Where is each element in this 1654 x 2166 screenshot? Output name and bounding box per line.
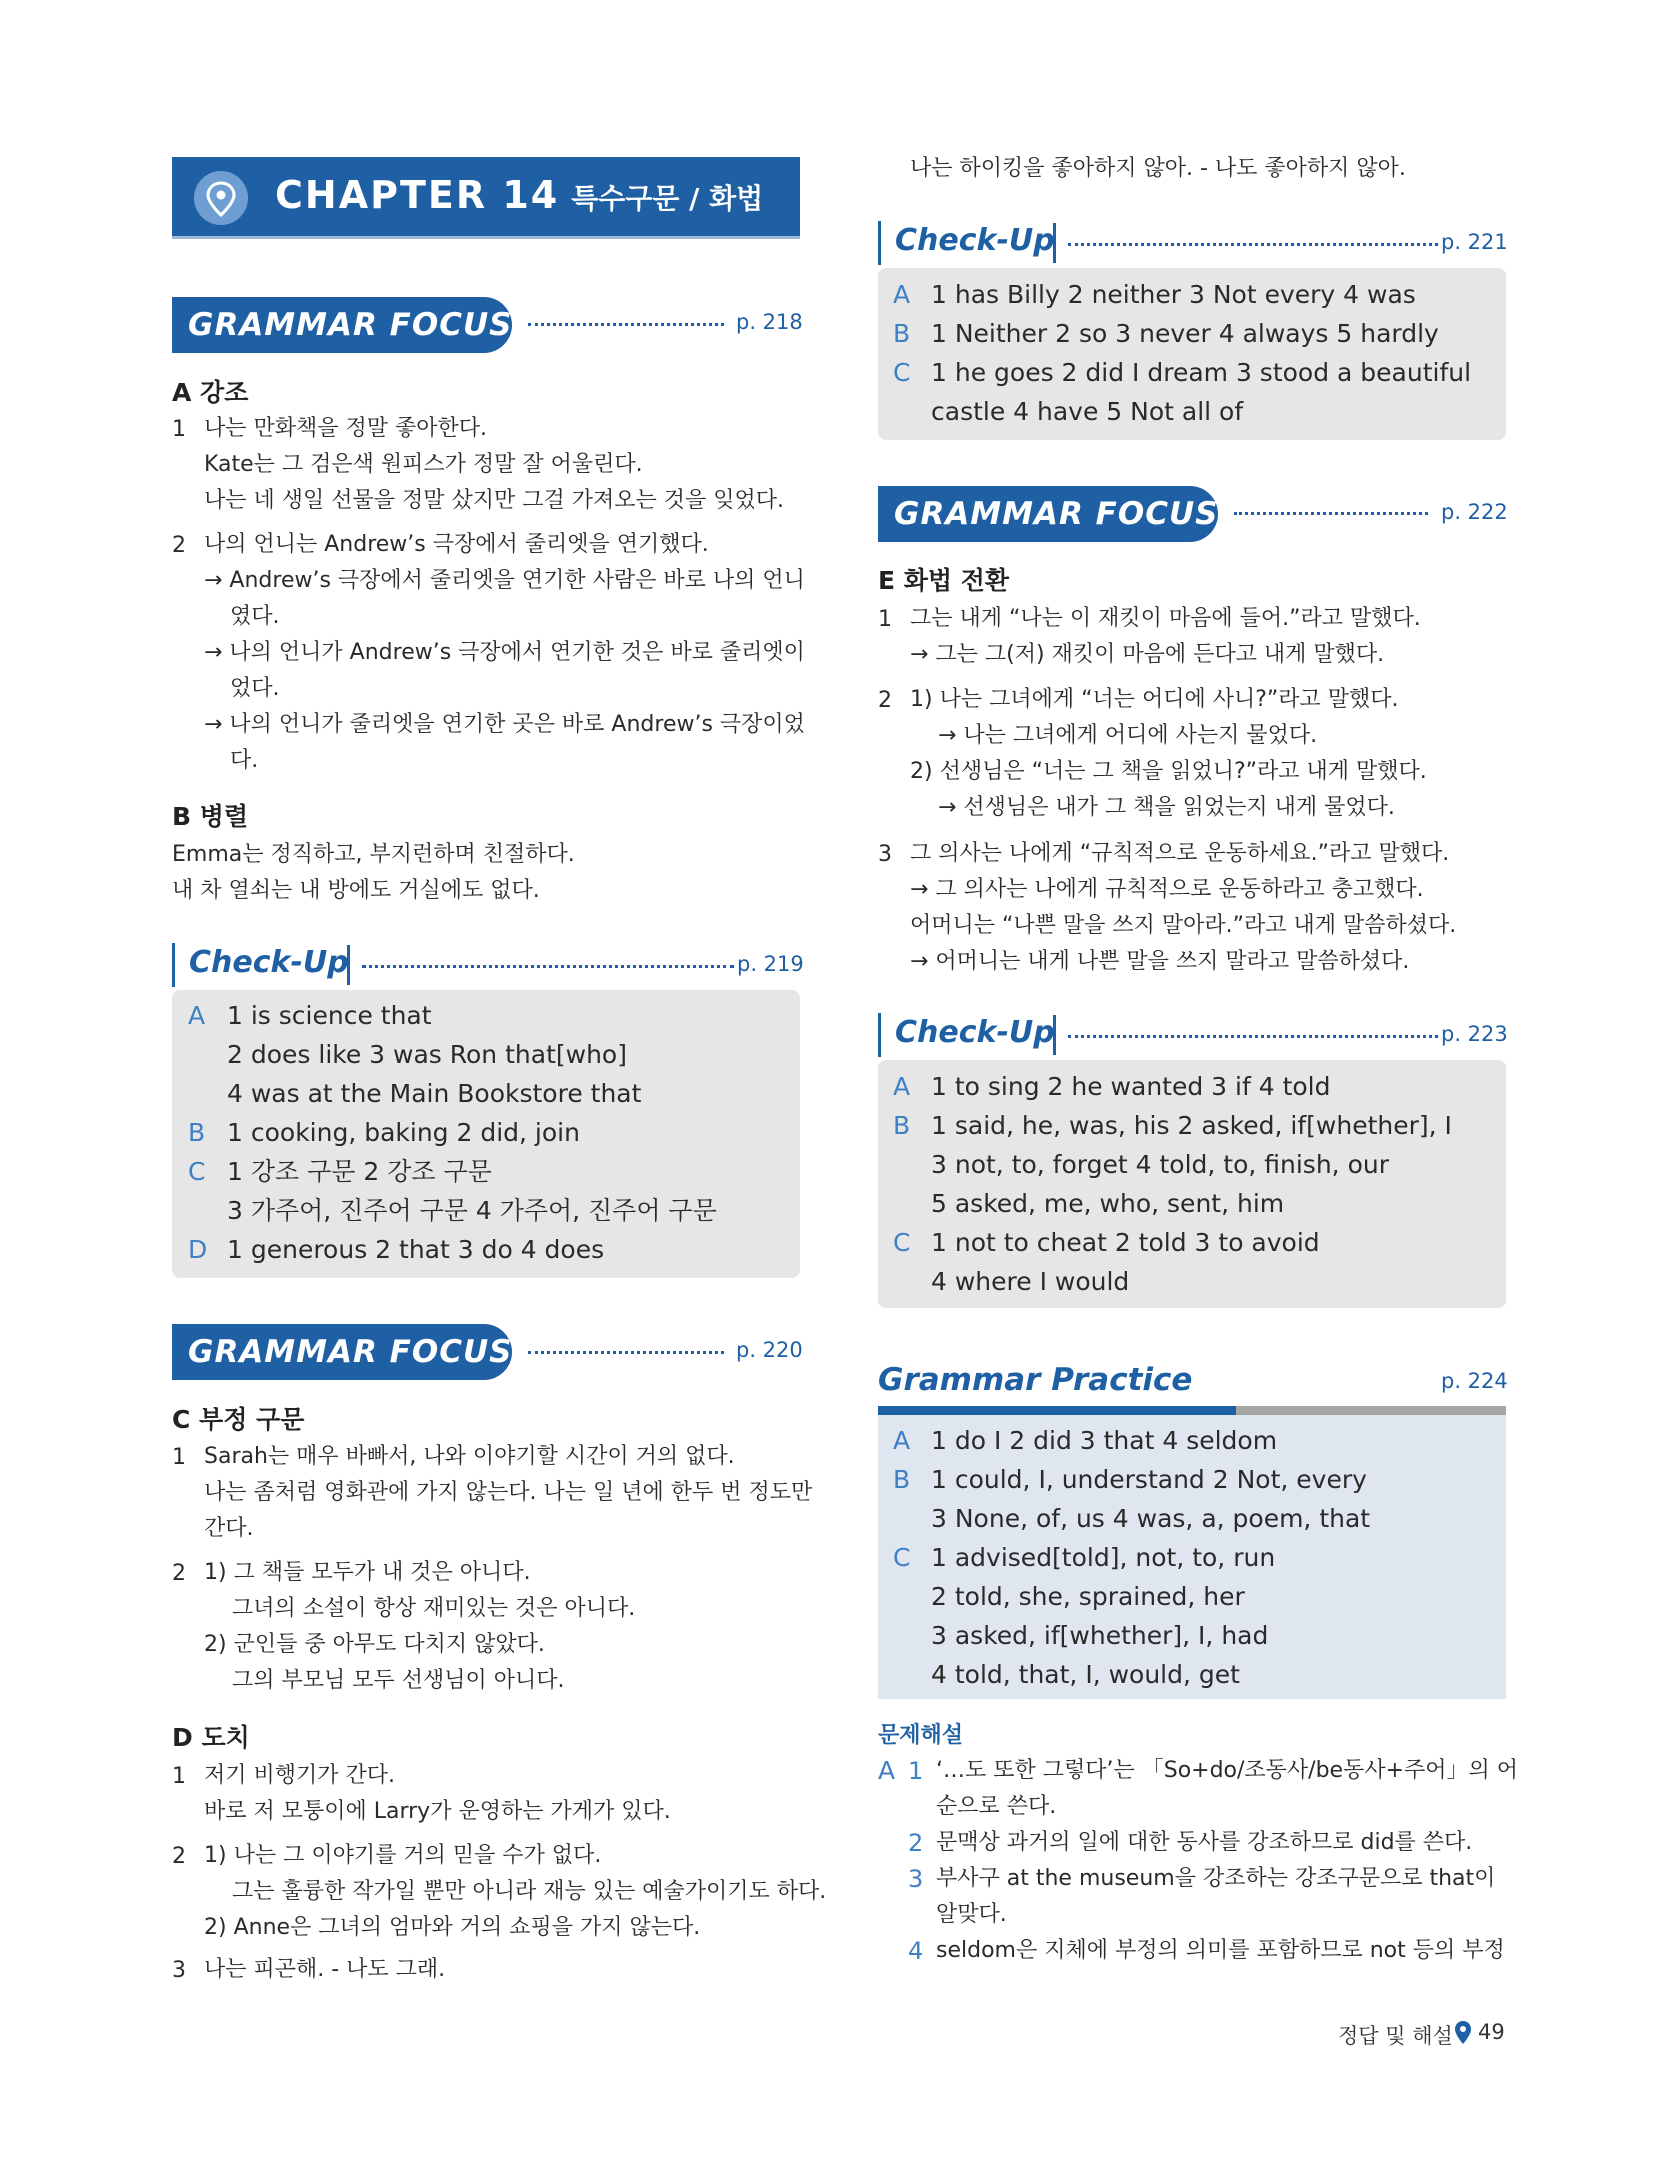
page-ref: p. 218 xyxy=(736,310,803,334)
answer-line: 2 told, she, sprained, her xyxy=(931,1582,1245,1611)
answer-line: 3 asked, if[whether], I, had xyxy=(931,1621,1269,1650)
answer-line: 2 does like 3 was Ron that[who] xyxy=(227,1040,627,1069)
answer-line: castle 4 have 5 Not all of xyxy=(931,397,1244,426)
dotted-leader xyxy=(1068,243,1438,246)
answer-line: 1 is science that xyxy=(227,1001,432,1030)
answer-line: 1 said, he, was, his 2 asked, if[whether], I xyxy=(931,1111,1452,1140)
text-line: 나는 네 생일 선물을 정말 샀지만 그걸 가져오는 것을 잊었다. xyxy=(204,488,784,513)
text-line: → 어머니는 내게 나쁜 말을 쓰지 말라고 말씀하셨다. xyxy=(910,949,1410,974)
text-line: → 나의 언니가 줄리엣을 연기한 곳은 바로 Andrew’s 극장이었 xyxy=(204,712,805,737)
text-line: 내 차 열쇠는 내 방에도 거실에도 없다. xyxy=(172,878,540,903)
text-line: 바로 저 모퉁이에 Larry가 운영하는 가게가 있다. xyxy=(204,1799,671,1824)
answer-letter: A xyxy=(878,1756,896,1785)
text-line: → 그 의사는 나에게 규칙적으로 운동하라고 충고했다. xyxy=(910,877,1424,902)
location-pin-icon xyxy=(1454,2020,1472,2046)
grammar-focus-tab xyxy=(172,1324,512,1380)
answer-letter: B xyxy=(893,1111,911,1140)
check-up-label: Check-Up xyxy=(895,1015,1055,1050)
answer-line: 1 do I 2 did 3 that 4 seldom xyxy=(931,1426,1278,1455)
divider xyxy=(1053,1015,1056,1055)
answer-line: 5 asked, me, who, sent, him xyxy=(931,1189,1285,1218)
item-number: 3 xyxy=(908,1865,924,1893)
answer-line: 3 None, of, us 4 was, a, poem, that xyxy=(931,1504,1371,1533)
answer-line: 4 where I would xyxy=(931,1267,1130,1296)
answer-letter: C xyxy=(893,358,911,387)
dotted-leader xyxy=(528,323,724,326)
text-line: 었다. xyxy=(230,676,280,701)
explanation-heading: 문제해설 xyxy=(878,1723,964,1748)
title-underline xyxy=(878,1406,1236,1415)
answer-line: 1 has Billy 2 neither 3 Not every 4 was xyxy=(931,280,1416,309)
item-number: 2 xyxy=(172,533,186,558)
page-ref: p. 223 xyxy=(1441,1022,1508,1046)
text-line: 2) 선생님은 “너는 그 책을 읽었니?”라고 내게 말했다. xyxy=(910,759,1427,784)
answer-line: 1 cooking, baking 2 did, join xyxy=(227,1118,580,1147)
text-line: → 나는 그녀에게 어디에 사는지 물었다. xyxy=(910,723,1318,748)
answer-line: 1 to sing 2 he wanted 3 if 4 told xyxy=(931,1072,1331,1101)
answer-letter: A xyxy=(893,280,911,309)
text-line: 나는 만화책을 정말 좋아한다. xyxy=(204,416,487,441)
answer-line: 3 가주어, 진주어 구문 4 가주어, 진주어 구문 xyxy=(227,1196,717,1225)
item-number: 2 xyxy=(172,1561,186,1586)
text-line: Emma는 정직하고, 부지런하며 친절하다. xyxy=(172,842,575,867)
text-line: Sarah는 매우 바빠서, 나와 이야기할 시간이 거의 없다. xyxy=(204,1444,735,1469)
text-line: 부사구 at the museum을 강조하는 강조구문으로 that이 xyxy=(936,1866,1496,1891)
answer-line: 1 advised[told], not, to, run xyxy=(931,1543,1276,1572)
text-line: seldom은 지체에 부정의 의미를 포함하므로 not 등의 부정 xyxy=(936,1938,1505,1963)
dotted-leader xyxy=(362,965,734,968)
answer-line: 3 not, to, forget 4 told, to, finish, our xyxy=(931,1150,1389,1179)
answer-letter: B xyxy=(188,1118,206,1147)
section-heading: A 강조 xyxy=(172,378,249,407)
answer-letter: C xyxy=(893,1228,911,1257)
text-line: 그는 내게 “나는 이 재킷이 마음에 들어.”라고 말했다. xyxy=(910,606,1421,631)
page-number: 49 xyxy=(1478,2020,1505,2044)
footer-label: 정답 및 해설 xyxy=(1338,2024,1453,2048)
text-line: 다. xyxy=(230,748,259,773)
answer-line: 4 was at the Main Bookstore that xyxy=(227,1079,642,1108)
answer-letter: C xyxy=(893,1543,911,1572)
answer-line: 1 강조 구문 2 강조 구문 xyxy=(227,1157,492,1186)
answer-line: 4 told, that, I, would, get xyxy=(931,1660,1240,1689)
text-line: 2) Anne은 그녀의 엄마와 거의 쇼핑을 가지 않는다. xyxy=(204,1915,701,1940)
chapter-title: CHAPTER 14 특수구문 / 화법 xyxy=(275,173,764,217)
grammar-focus-label: GRAMMAR FOCUS xyxy=(188,1334,513,1370)
item-number: 1 xyxy=(172,1764,186,1789)
answer-letter: A xyxy=(188,1001,206,1030)
text-line: 그녀의 소설이 항상 재미있는 것은 아니다. xyxy=(204,1596,636,1621)
text-line: 나는 피곤해. - 나도 그래. xyxy=(204,1957,446,1982)
text-line: Kate는 그 검은색 원피스가 정말 잘 어울린다. xyxy=(204,452,643,477)
text-line: → 그는 그(저) 재킷이 마음에 든다고 내게 말했다. xyxy=(910,642,1385,667)
text-line: 알맞다. xyxy=(936,1902,1007,1927)
text-line: 저기 비행기가 간다. xyxy=(204,1763,395,1788)
divider xyxy=(347,945,350,985)
page-ref: p. 219 xyxy=(737,952,804,976)
page-ref: p. 220 xyxy=(736,1338,803,1362)
item-number: 1 xyxy=(878,607,892,632)
text-line: 그는 훌륭한 작가일 뿐만 아니라 재능 있는 예술가이기도 하다. xyxy=(204,1879,827,1904)
item-number: 3 xyxy=(172,1958,186,1983)
text-line: → 선생님은 내가 그 책을 읽었는지 내게 물었다. xyxy=(910,795,1395,820)
item-number: 1 xyxy=(908,1757,924,1785)
dotted-leader xyxy=(528,1351,724,1354)
chapter-subtitle: 특수구문 / 화법 xyxy=(571,182,764,215)
section-heading: D 도치 xyxy=(172,1723,250,1752)
answer-letter: C xyxy=(188,1157,206,1186)
text-line: 문맥상 과거의 일에 대한 동사를 강조하므로 did를 쓴다. xyxy=(936,1830,1473,1855)
text-line: → Andrew’s 극장에서 줄리엣을 연기한 사람은 바로 나의 언니 xyxy=(204,568,805,593)
grammar-practice-title: Grammar Practice xyxy=(878,1362,1193,1398)
text-line: → 나의 언니가 Andrew’s 극장에서 연기한 것은 바로 줄리엣이 xyxy=(204,640,805,665)
answer-letter: A xyxy=(893,1426,911,1455)
location-pin-icon xyxy=(194,171,248,225)
item-number: 2 xyxy=(908,1829,924,1857)
text-line: 간다. xyxy=(204,1516,254,1541)
text-line: 1) 그 책들 모두가 내 것은 아니다. xyxy=(204,1560,531,1585)
text-line: 어머니는 “나쁜 말을 쓰지 말아라.”라고 내게 말씀하셨다. xyxy=(910,913,1457,938)
answer-line: 1 not to cheat 2 told 3 to avoid xyxy=(931,1228,1320,1257)
dotted-leader xyxy=(1234,512,1428,515)
text-line: 나는 좀처럼 영화관에 가지 않는다. 나는 일 년에 한두 번 정도만 xyxy=(204,1480,813,1505)
section-heading: C 부정 구문 xyxy=(172,1405,305,1434)
text-line: 그 의사는 나에게 “규칙적으로 운동하세요.”라고 말했다. xyxy=(910,841,1450,866)
page-ref: p. 222 xyxy=(1441,500,1508,524)
text-line: 1) 나는 그녀에게 “너는 어디에 사니?”라고 말했다. xyxy=(910,687,1399,712)
dotted-leader xyxy=(1068,1035,1438,1038)
text-line: 1) 나는 그 이야기를 거의 믿을 수가 없다. xyxy=(204,1843,602,1868)
text-line: 나는 하이킹을 좋아하지 않아. - 나도 좋아하지 않아. xyxy=(910,156,1406,181)
text-line: 나의 언니는 Andrew’s 극장에서 줄리엣을 연기했다. xyxy=(204,532,709,557)
check-up-label: Check-Up xyxy=(189,945,349,980)
answer-line: 1 generous 2 that 3 do 4 does xyxy=(227,1235,605,1264)
chapter-header xyxy=(172,157,800,239)
divider xyxy=(1053,223,1056,263)
text-line: 2) 군인들 중 아무도 다치지 않았다. xyxy=(204,1632,545,1657)
text-line: 그의 부모님 모두 선생님이 아니다. xyxy=(204,1668,565,1693)
answer-line: 1 could, I, understand 2 Not, every xyxy=(931,1465,1367,1494)
item-number: 1 xyxy=(172,1445,186,1470)
item-number: 2 xyxy=(878,688,892,713)
grammar-focus-tab xyxy=(878,486,1218,542)
grammar-focus-label: GRAMMAR FOCUS xyxy=(894,496,1219,532)
item-number: 3 xyxy=(878,842,892,867)
item-number: 2 xyxy=(172,1844,186,1869)
answer-line: 1 he goes 2 did I dream 3 stood a beautiful xyxy=(931,358,1472,387)
answer-line: 1 Neither 2 so 3 never 4 always 5 hardly xyxy=(931,319,1439,348)
page-ref: p. 224 xyxy=(1441,1369,1508,1393)
answer-letter: B xyxy=(893,1465,911,1494)
answer-letter: D xyxy=(188,1235,208,1264)
item-number: 4 xyxy=(908,1937,924,1965)
title-underline xyxy=(1236,1406,1506,1415)
text-line: 였다. xyxy=(230,604,280,629)
check-up-label: Check-Up xyxy=(895,223,1055,258)
section-heading: B 병렬 xyxy=(172,802,249,831)
grammar-focus-tab xyxy=(172,297,512,353)
section-heading: E 화법 전환 xyxy=(878,566,1010,595)
text-line: 순으로 쓴다. xyxy=(936,1794,1057,1819)
text-line: ‘…도 또한 그렇다’는 「So+do/조동사/be동사+주어」의 어 xyxy=(936,1758,1519,1783)
answer-letter: A xyxy=(893,1072,911,1101)
answer-letter: B xyxy=(893,319,911,348)
grammar-focus-label: GRAMMAR FOCUS xyxy=(188,307,513,343)
page-ref: p. 221 xyxy=(1441,230,1508,254)
item-number: 1 xyxy=(172,417,186,442)
